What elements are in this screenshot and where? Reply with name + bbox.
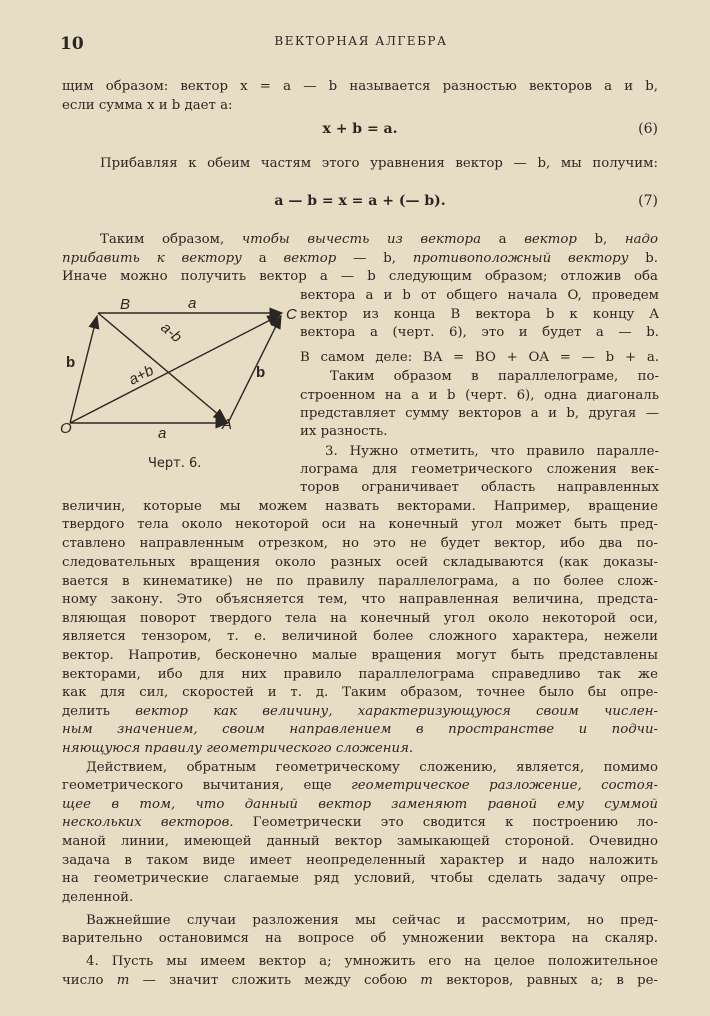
text-span: a [481,232,525,247]
text-line: если сумма x и b дает a: [62,98,233,113]
equation-formula: a — b = x = a + (— b). [274,193,446,209]
text-line [100,233,658,246]
text-line: лограма для геометрического сложения век- [300,462,659,477]
text-span: a [241,251,284,266]
equation-formula: x + b = a. [322,121,398,137]
italic-span: чтобы вычесть из вектора [241,232,481,247]
equation-number: (6) [638,121,658,137]
label-right-b: b [256,364,266,381]
text-span: b. [628,251,659,266]
text-span: b, [576,232,625,247]
text-span: Геометрически это сводится к построению ло- [233,815,658,830]
page-number: 10 [60,34,84,54]
text-line [62,816,658,829]
italic-span: ным значением, своим направлением в пространстве и подчи- [62,722,658,737]
right-side-b [228,316,281,423]
text-line: вектора a (черт. 6), это и будет a — b. [300,325,659,340]
text-line [62,974,658,987]
label-o-point: O [60,420,72,437]
text-line: их разность. [300,424,388,439]
text-line: вляющая поворот твердого тела на конечный угол около некоторой оси, [62,611,658,626]
text-line: варительно остановимся на вопросе об умножении вектора на скаляр. [62,931,658,946]
text-line [62,798,658,811]
label-top-a: a [188,295,197,312]
label-bottom-a: a [158,425,167,442]
text-line: деленной. [62,890,134,905]
text-span: — b, [336,251,413,266]
italic-span: нескольких векторов. [62,815,234,830]
italic-span: няющуюся правилу геометрического сложения. [62,741,414,756]
italic-span: вектор [524,232,577,247]
label-b-point: B [120,296,131,313]
text-line: Действием, обратным геометрическому сложению, является, помимо [86,760,658,775]
italic-span: прибавить к вектору [62,251,242,266]
text-line: ставлено направленным отрезком, но это не будет вектор, ибо два по- [62,536,658,551]
equation-number: (7) [638,193,658,209]
italic-span: надо [624,232,658,247]
text-line: 3. Нужно отметить, что правило паралле- [325,444,659,459]
text-line: является тензором, т. е. величиной более сложного характера, нежели [62,629,658,644]
text-line: на геометрические слагаемые ряд условий, чтобы сделать задачу опре- [62,871,658,886]
text-line: ному закону. Это объясняется тем, что направленная величина, предста- [62,592,658,607]
equation-7 [62,193,658,211]
italic-span: m [420,973,433,988]
text-line: следовательных вращения около разных осей складываются (как доказы- [62,555,658,570]
text-line: задача в таком виде имеет неопределенный характер и надо наложить [62,853,658,868]
text-span: Таким образом, [100,232,242,247]
text-span: — значит сложить между собою [129,973,421,988]
label-c-point: C [286,306,297,323]
italic-span: вектор как величину, характеризующуюся своим числен- [135,704,658,719]
text-line [62,705,658,718]
text-line: векторами, ибо для них правило параллелограма справедливо так же [62,667,658,682]
text-line: маной линии, имеющей данный вектор замыкающей стороной. Очевидно [62,834,658,849]
text-span: делить [62,704,136,719]
italic-span: вектор [283,251,337,266]
equation-6 [62,121,658,139]
text-line: В самом деле: BA = BO + OA = — b + a. [300,350,659,365]
text-line [62,779,658,792]
text-line: величин, которые мы можем назвать векторами. Например, вращение [62,499,658,514]
text-line [62,252,658,265]
text-line: Важнейшие случаи разложения мы сейчас и рассмотрим, но пред- [86,913,658,928]
figure-caption: Черт. 6. [148,456,202,471]
text-line: вектор. Напротив, бесконечно малые вращения могут быть представлены [62,648,658,663]
text-line [62,742,658,755]
text-line: Иначе можно получить вектор a — b следующим образом; отложив оба [62,269,658,284]
text-line: вектор из конца B вектора b к концу A [300,307,659,322]
italic-span: геометрическое разложение, состоя- [351,778,658,793]
text-span: геометрического вычитания, еще [62,778,352,793]
text-line: вается в кинематике) не по правилу параллелограма, а по более слож- [62,574,658,589]
italic-span: m [116,973,130,988]
text-line: вектора a и b от общего начала O, проведем [300,288,659,303]
label-left-b: b [66,354,76,371]
text-line: Таким образом в параллелограме, по- [330,369,659,384]
text-line: щим образом: вектор x = a — b называется разностью векторов a и b, [62,79,658,94]
label-diagonal-sum: a+b [126,361,157,389]
text-line: твердого тела около некоторой оси на конечный угол может быть пред- [62,517,658,532]
italic-span: противоположный вектору [412,251,629,266]
text-line: 4. Пусть мы имеем вектор a; умножить его на целое положительное [86,954,658,969]
label-diagonal-difference: a-b [157,319,185,347]
text-span: число [62,973,117,988]
label-a-point: A [222,416,233,433]
text-line: строенном на a и b (черт. 6), одна диагональ [300,388,659,403]
text-line: торов ограничивает область направленных [300,480,659,495]
parallelogram-figure [60,295,295,440]
italic-span: щее в том, что данный вектор заменяют равной ему суммой [62,797,658,812]
text-line [62,723,658,736]
text-line: представляет сумму векторов a и b, другая — [300,406,659,421]
text-span: векторов, равных a; в ре- [432,973,659,988]
text-line: Прибавляя к обеим частям этого уравнения вектор — b, мы получим: [100,156,658,171]
page-header [60,34,662,54]
running-title: ВЕКТОРНАЯ АЛГЕБРА [274,34,448,48]
text-line: как для сил, скоростей и т. д. Таким образом, точнее было бы опре- [62,685,658,700]
